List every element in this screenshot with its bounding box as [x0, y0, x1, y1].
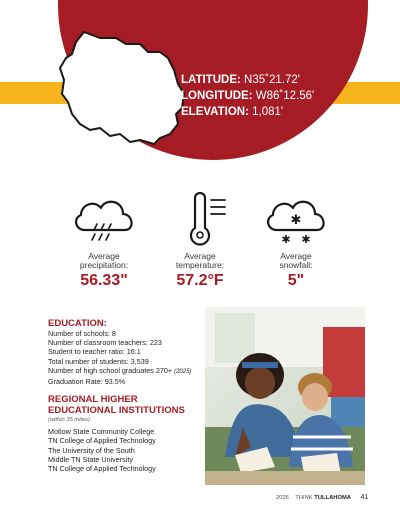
temperature-label-1: Average: [184, 251, 216, 261]
svg-text:✱: ✱: [281, 233, 291, 246]
precipitation-label-1: Average: [88, 251, 120, 261]
children-reading-photo: [205, 307, 365, 485]
precipitation-value: 56.33": [80, 272, 128, 289]
higher-ed-heading-2: EDUCATIONAL INSTITUTIONS: [48, 405, 185, 417]
institution-item: The University of the South: [48, 445, 135, 455]
institution-item: TN College of Applied Technology: [48, 436, 156, 446]
latitude-value: N35˚21.72': [244, 74, 300, 86]
graduates-year: (2025): [174, 368, 192, 375]
elevation-row: [181, 104, 314, 120]
snowfall-value: 5": [287, 272, 305, 289]
longitude-value: W86˚12.56': [255, 90, 315, 102]
education-section: [48, 318, 218, 473]
temperature-label-2: temperature:: [175, 260, 225, 270]
location-coordinates: [181, 72, 314, 120]
education-heading: EDUCATION:: [48, 318, 107, 329]
education-line: Total number of students: 3,539: [48, 356, 149, 366]
institution-item: Motlow State Community College: [48, 427, 155, 437]
precipitation-label-2: precipitation:: [79, 260, 129, 270]
thermometer-icon: [165, 190, 235, 248]
temperature-value: 57.2°F: [176, 272, 224, 289]
snowfall-label-2: snowfall:: [279, 260, 313, 270]
graduates-text: Number of high school graduates 270+: [48, 365, 173, 375]
elevation-label: ELEVATION:: [181, 106, 249, 118]
institution-item: Middle TN State University: [48, 454, 133, 464]
stat-temperature: [150, 190, 250, 290]
svg-text:✱: ✱: [301, 233, 311, 246]
footer-brand-think: THINK: [295, 495, 313, 501]
stat-snowfall: [246, 190, 346, 290]
latitude-label: LATITUDE:: [181, 74, 241, 86]
svg-text:✱: ✱: [290, 213, 302, 228]
education-line-graduates: [48, 366, 218, 377]
education-line: Graduation Rate: 93.5%: [48, 377, 126, 387]
education-line: Number of classroom teachers: 223: [48, 338, 162, 348]
page-number: 41: [360, 494, 369, 501]
rain-cloud-icon: [69, 190, 139, 248]
county-map-outline: [56, 28, 188, 146]
page-footer: [276, 494, 368, 501]
elevation-value: 1,081': [252, 106, 284, 118]
education-line: Number of schools: 8: [48, 329, 116, 338]
longitude-row: [181, 88, 314, 104]
institution-item: TN College of Applied Technology: [48, 464, 156, 474]
higher-ed-heading-1: REGIONAL HIGHER: [48, 394, 138, 406]
longitude-label: LONGITUDE:: [181, 90, 253, 102]
footer-year: 2026: [276, 495, 289, 501]
snowfall-label-1: Average: [280, 251, 312, 261]
latitude-row: [181, 72, 314, 88]
higher-ed-subtitle: (within 35 miles): [48, 417, 90, 424]
stat-precipitation: [54, 190, 154, 290]
snow-cloud-icon: [261, 190, 331, 248]
footer-brand-name: TULLAHOMA: [314, 495, 351, 501]
education-line: Student to teacher ratio: 16:1: [48, 347, 141, 357]
